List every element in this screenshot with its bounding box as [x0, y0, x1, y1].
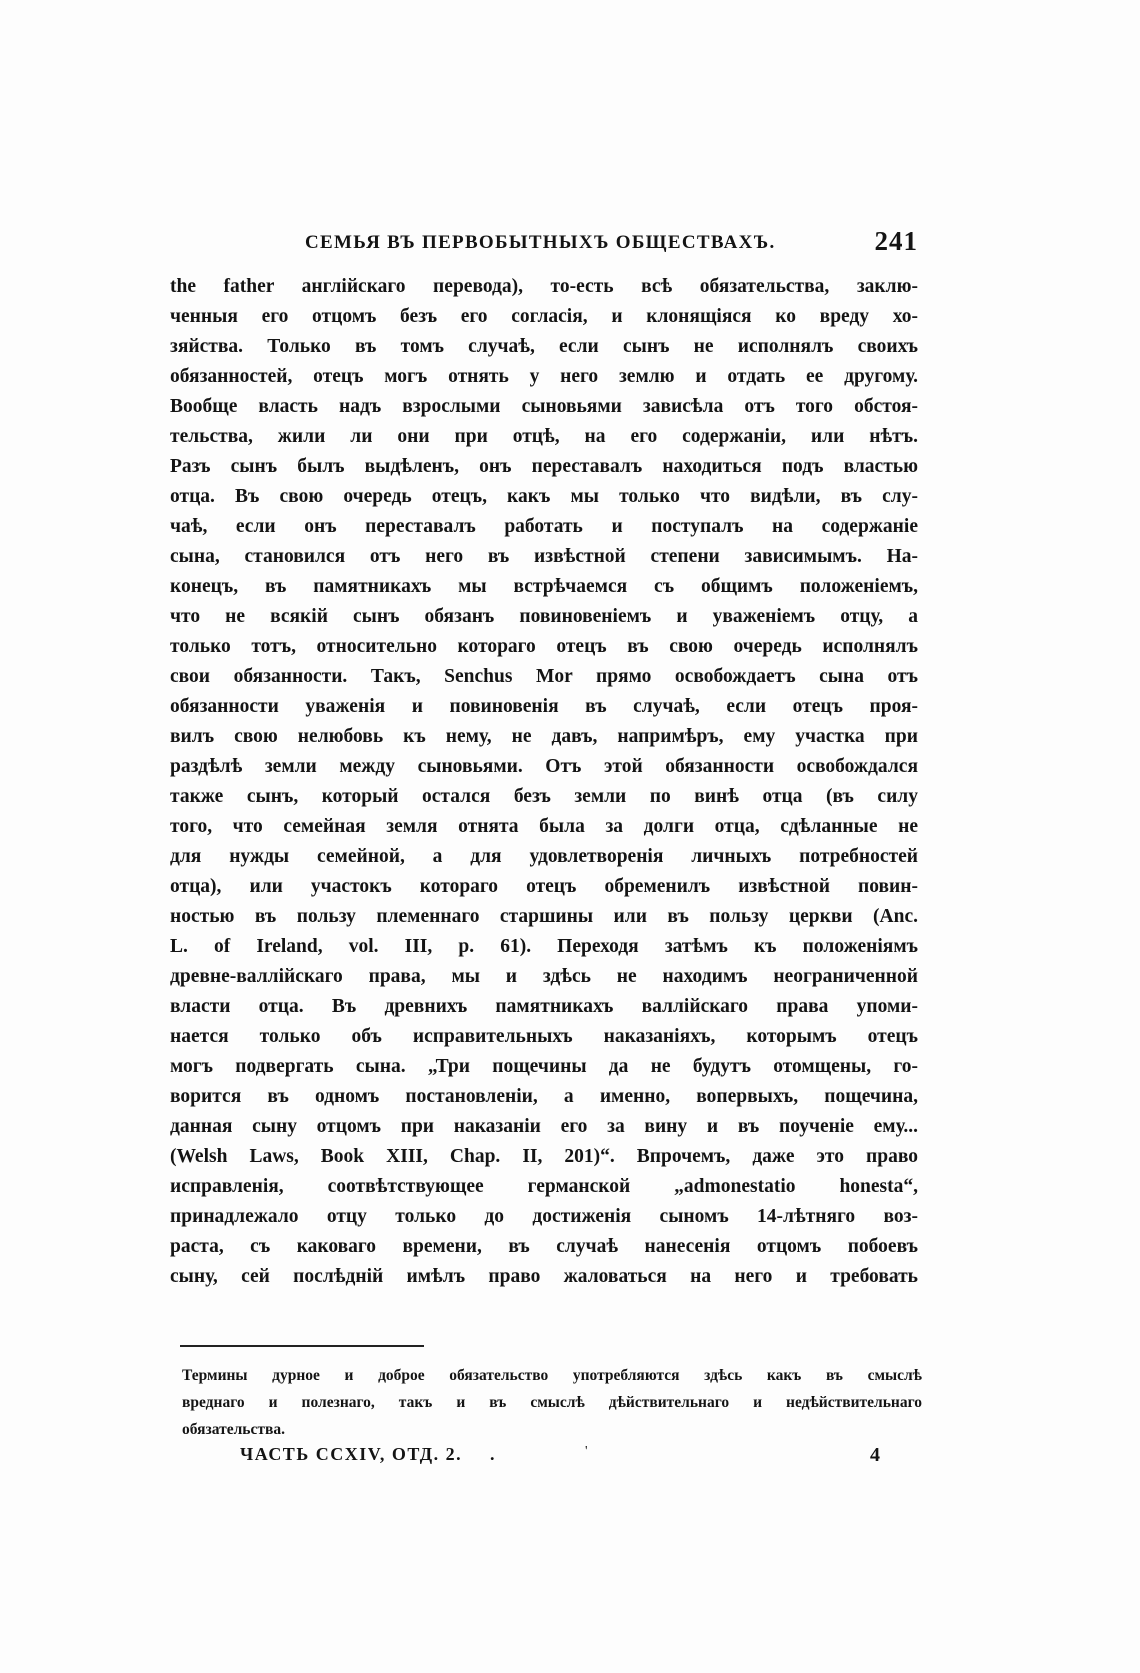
text-line: Разъ сынъ былъ выдѣленъ, онъ переставалъ находиться подъ властью — [170, 456, 918, 477]
text-line: данная сыну отцомъ при наказаніи его за вину и въ поученіе ему... — [170, 1116, 918, 1137]
text-line: чаѣ, если онъ переставалъ работать и поступалъ на содержаніе — [170, 516, 918, 537]
footnote-line: обязательства. — [182, 1421, 285, 1438]
text-line: отца. Въ свою очередь отецъ, какъ мы только что видѣли, въ слу- — [170, 486, 918, 507]
text-line: тельства, жили ли они при отцѣ, на его содержаніи, или нѣтъ. — [170, 426, 918, 447]
text-line: раста, съ каковаго времени, въ случаѣ нанесенія отцомъ побоевъ — [170, 1236, 918, 1257]
text-line: ворится въ одномъ постановленіи, а именно, вопервыхъ, пощечина, — [170, 1086, 918, 1107]
text-line: того, что семейная земля отнята была за долги отца, сдѣланные не — [170, 816, 918, 837]
footnote — [182, 1362, 922, 1443]
text-line: древне-валлійскаго права, мы и здѣсь не находимъ неограниченной — [170, 966, 918, 987]
footnote-line: Термины дурное и доброе обязательство употребляются здѣсь какъ въ смыслѣ — [182, 1367, 922, 1384]
text-line: исправленія, соотвѣтствующее германской „admonestatio honesta“, — [170, 1176, 918, 1197]
signature-number: 4 — [870, 1444, 880, 1466]
text-line: зяйства. Только въ томъ случаѣ, если сынъ не исполнялъ своихъ — [170, 336, 918, 357]
running-head: СЕМЬЯ ВЪ ПЕРВОБЫТНЫХЪ ОБЩЕСТВАХЪ. — [305, 232, 776, 253]
text-line: власти отца. Въ древнихъ памятникахъ валлійскаго права упоми- — [170, 996, 918, 1017]
page-header — [170, 226, 918, 260]
text-line: L. of Ireland, vol. III, p. 61). Переходя затѣмъ къ положеніямъ — [170, 936, 918, 957]
printer-signature — [240, 1444, 880, 1474]
signature-mark: ' — [585, 1444, 588, 1459]
text-line: вилъ свою нелюбовь къ нему, не давъ, напримѣръ, ему участка при — [170, 726, 918, 747]
footnote-rule — [180, 1345, 424, 1347]
footnote-line: вреднаго и полезнаго, такъ и въ смыслѣ дѣйствительнаго и недѣйствительнаго — [182, 1394, 922, 1411]
signature-text: ЧАСТЬ CCXIV, ОТД. 2. — [240, 1444, 463, 1464]
text-line: для нужды семейной, а для удовлетворенія личныхъ потребностей — [170, 846, 918, 867]
text-line: отца), или участокъ котораго отецъ обременилъ извѣстной повин- — [170, 876, 918, 897]
text-line: обязанностей, отецъ могъ отнять у него землю и отдать ее другому. — [170, 366, 918, 387]
text-line: Вообще власть надъ взрослыми сыновьями зависѣла отъ того обстоя- — [170, 396, 918, 417]
signature-dot: . — [490, 1444, 495, 1464]
page-number: 241 — [874, 226, 918, 256]
text-line: также сынъ, который остался безъ земли по винѣ отца (въ силу — [170, 786, 918, 807]
text-line: принадлежало отцу только до достиженія сыномъ 14-лѣтняго воз- — [170, 1206, 918, 1227]
text-line: ностью въ пользу племеннаго старшины или въ пользу церкви (Anc. — [170, 906, 918, 927]
text-line: сына, становился отъ него въ извѣстной степени зависимымъ. На- — [170, 546, 918, 567]
text-line: раздѣлѣ земли между сыновьями. Отъ этой обязанности освобождался — [170, 756, 918, 777]
text-line: the father англійскаго перевода), то-есть всѣ обязательства, заклю- — [170, 276, 918, 297]
text-line: могъ подвергать сына. „Три пощечины да не будутъ отомщены, го- — [170, 1056, 918, 1077]
text-line: обязанности уваженія и повиновенія въ случаѣ, если отецъ проя- — [170, 696, 918, 717]
text-line: (Welsh Laws, Book XIII, Chap. II, 201)“. Впрочемъ, даже это право — [170, 1146, 918, 1167]
text-line: сыну, сей послѣдній имѣлъ право жаловаться на него и требовать — [170, 1266, 918, 1287]
text-line: нается только объ исправительныхъ наказаніяхъ, которымъ отецъ — [170, 1026, 918, 1047]
text-line: только тотъ, относительно котораго отецъ въ свою очередь исполнялъ — [170, 636, 918, 657]
text-line: свои обязанности. Такъ, Senchus Mor прямо освобождаетъ сына отъ — [170, 666, 918, 687]
text-line: ченныя его отцомъ безъ его согласія, и клонящіяся ко вреду хо- — [170, 306, 918, 327]
text-line: конецъ, въ памятникахъ мы встрѣчаемся съ общимъ положеніемъ, — [170, 576, 918, 597]
main-text — [170, 272, 918, 1292]
text-line: что не всякій сынъ обязанъ повиновеніемъ и уваженіемъ отцу, а — [170, 606, 918, 627]
